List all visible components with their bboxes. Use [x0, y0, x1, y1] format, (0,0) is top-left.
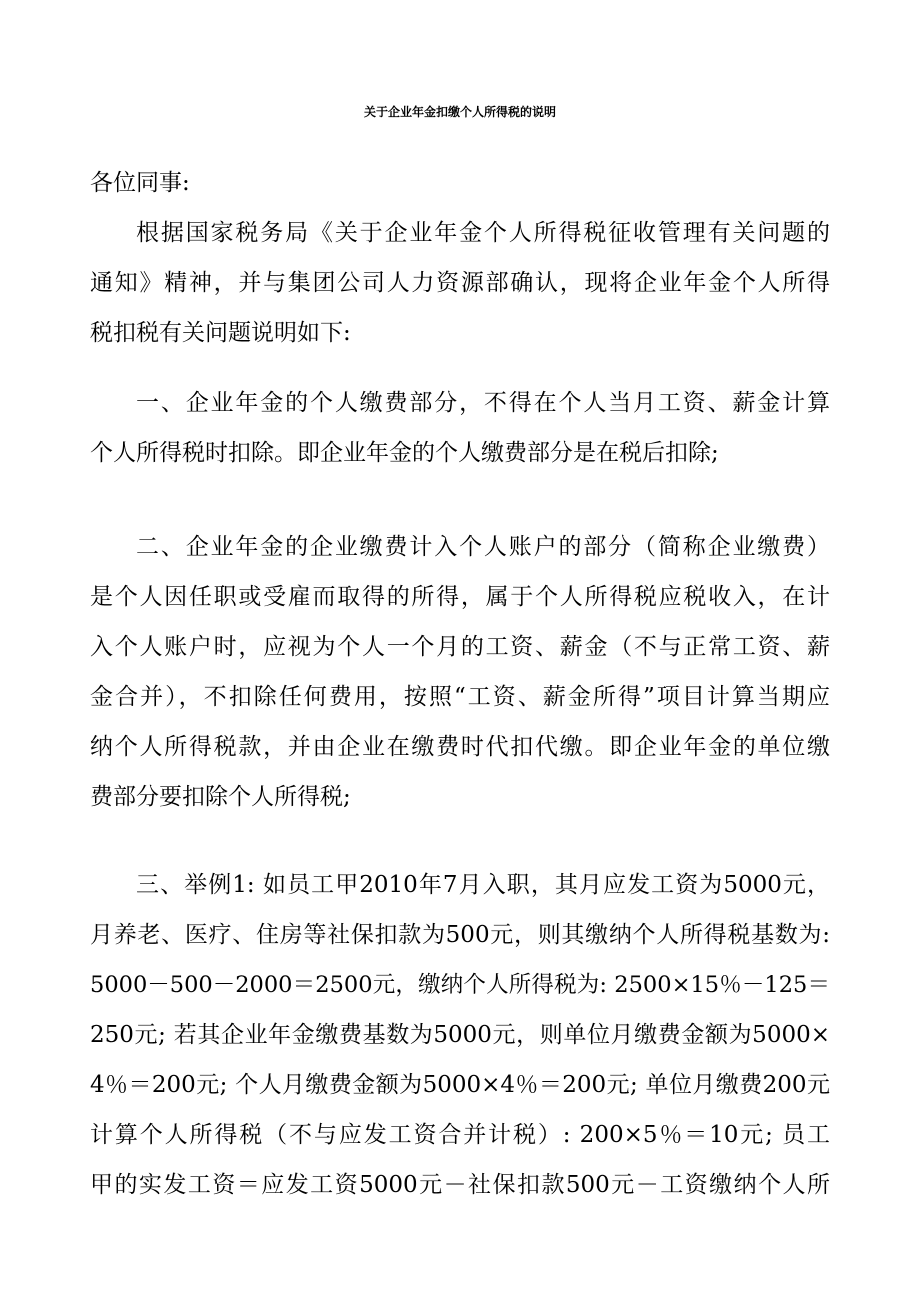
- section2-line-4: 金合并），不扣除任何费用，按照“工资、薪金所得”项目计算当期应: [90, 684, 830, 710]
- section2-line-2: 是个人因任职或受雇而取得的所得，属于个人所得税应税收入，在计: [90, 584, 830, 610]
- section3-line-3: 5000－500－2000＝2500元，缴纳个人所得税为: 2500×15％－125＝: [90, 972, 830, 998]
- intro-line-3: 税扣税有关问题说明如下:: [90, 320, 351, 346]
- document-title: 关于企业年金扣缴个人所得税的说明: [363, 105, 556, 119]
- section3-line-4: 250元; 若其企业年金缴费基数为5000元，则单位月缴费金额为5000×: [90, 1022, 830, 1048]
- intro-line-1: 根据国家税务局《关于企业年金个人所得税征收管理有关问题的: [136, 220, 830, 246]
- section3-line-7: 甲的实发工资＝应发工资5000元－社保扣款500元－工资缴纳个人所: [90, 1172, 830, 1198]
- section1-line-2: 个人所得税时扣除。即企业年金的个人缴费部分是在税后扣除;: [90, 440, 719, 466]
- section1-line-1: 一、企业年金的个人缴费部分，不得在个人当月工资、薪金计算: [136, 390, 830, 416]
- section2-line-6: 费部分要扣除个人所得税;: [90, 784, 351, 810]
- section2-line-5: 纳个人所得税款，并由企业在缴费时代扣代缴。即企业年金的单位缴: [90, 734, 830, 760]
- section3-line-1: 三、举例1: 如员工甲2010年7月入职，其月应发工资为5000元，: [136, 872, 830, 898]
- section3-line-6: 计算个人所得税（不与应发工资合并计税）: 200×5％＝10元; 员工: [90, 1122, 830, 1148]
- section2-line-3: 入个人账户时，应视为个人一个月的工资、薪金（不与正常工资、薪: [90, 634, 830, 660]
- section3-line-5: 4％＝200元; 个人月缴费金额为5000×4％＝200元; 单位月缴费200元: [90, 1072, 830, 1098]
- section2-line-1: 二、企业年金的企业缴费计入个人账户的部分（简称企业缴费）: [136, 534, 830, 560]
- salutation: 各位同事:: [90, 170, 190, 196]
- section3-line-2: 月养老、医疗、住房等社保扣款为500元，则其缴纳个人所得税基数为:: [90, 922, 830, 948]
- intro-line-2: 通知》精神，并与集团公司人力资源部确认，现将企业年金个人所得: [90, 270, 830, 296]
